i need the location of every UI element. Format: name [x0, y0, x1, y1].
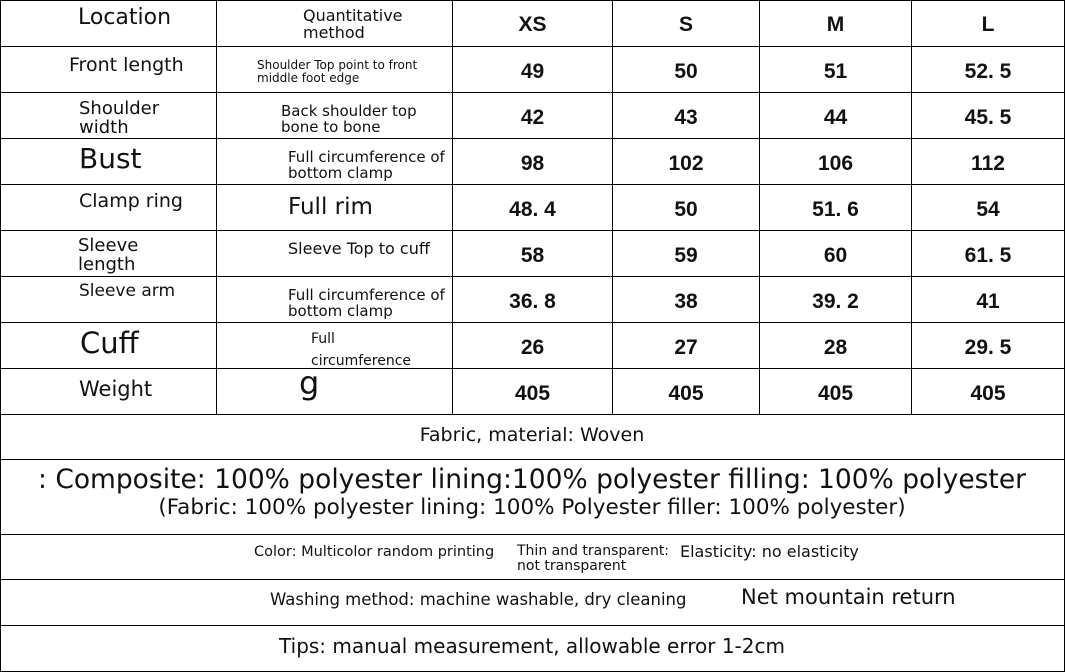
location-label: Sleeve arm — [79, 281, 176, 301]
header-location: Location — [78, 5, 172, 30]
value-m: 44 — [760, 93, 912, 139]
method-label: g — [299, 364, 320, 402]
method-label: Back shoulder top bone to bone — [281, 102, 417, 136]
value-xs: 405 — [453, 369, 613, 415]
value-s: 405 — [613, 369, 760, 415]
method-label: Shoulder Top point to front middle foot edge — [257, 58, 418, 85]
location-label: Sleeve length — [78, 235, 139, 275]
value-m: 51. 6 — [760, 185, 912, 231]
method-label: Sleeve Top to cuff — [288, 239, 430, 258]
tips-row — [0, 626, 1065, 672]
value-xs: 36. 8 — [453, 277, 613, 323]
composite-text: : Composite: 100% polyester lining:100% polyester filling: 100% polyester — [37, 464, 1027, 495]
table-row-method — [217, 139, 453, 185]
value-l: 61. 5 — [912, 231, 1065, 277]
location-label: Clamp ring — [79, 190, 183, 212]
value-m: 39. 2 — [760, 277, 912, 323]
value-s: 38 — [613, 277, 760, 323]
fabric-text: Fabric, material: Woven — [419, 424, 645, 446]
table-row-method — [217, 364, 453, 415]
fabric-row — [0, 415, 1065, 460]
header-s-cell — [613, 0, 760, 47]
value-xs: 26 — [453, 323, 613, 369]
value-xs: 48. 4 — [453, 185, 613, 231]
value-s: 102 — [613, 139, 760, 185]
header-xs-cell — [453, 0, 613, 47]
washing-text: Washing method: machine washable, dry cleaning — [270, 590, 687, 609]
value-s: 50 — [613, 185, 760, 231]
value-l: 45. 5 — [912, 93, 1065, 139]
value-l: 405 — [912, 369, 1065, 415]
location-label: Cuff — [80, 326, 139, 360]
value-m: 51 — [760, 47, 912, 93]
header-method-cell — [217, 0, 453, 47]
table-row-location — [0, 277, 217, 323]
table-row-location — [0, 139, 217, 185]
method-label: Full rim — [288, 194, 373, 220]
table-row-method — [217, 231, 453, 277]
table-row-location — [0, 231, 217, 277]
header-method: Quantitative method — [303, 6, 403, 42]
table-row-method — [217, 323, 453, 369]
value-xs: 42 — [453, 93, 613, 139]
table-row-method — [217, 93, 453, 139]
method-label: Full circumference of bottom clamp — [288, 148, 445, 182]
header-location-cell — [0, 0, 217, 47]
header-s: S — [678, 13, 693, 36]
table-row-location — [0, 369, 217, 415]
value-l: 52. 5 — [912, 47, 1065, 93]
header-l: L — [981, 13, 995, 36]
location-label: Front length — [69, 54, 184, 76]
value-l: 41 — [912, 277, 1065, 323]
value-s: 43 — [613, 93, 760, 139]
properties-row — [0, 535, 1065, 580]
header-l-cell — [912, 0, 1065, 47]
header-xs: XS — [518, 13, 547, 36]
value-m: 405 — [760, 369, 912, 415]
header-m-cell — [760, 0, 912, 47]
color-text: Color: Multicolor random printing — [254, 544, 495, 560]
location-label: Bust — [79, 142, 142, 175]
header-m: M — [826, 13, 845, 36]
value-l: 54 — [912, 185, 1065, 231]
composite-paren-text: (Fabric: 100% polyester lining: 100% Polyester filler: 100% polyester) — [158, 495, 906, 520]
value-m: 60 — [760, 231, 912, 277]
table-row-location — [0, 47, 217, 93]
tips-text: Tips: manual measurement, allowable error 1-2cm — [279, 634, 785, 658]
value-s: 27 — [613, 323, 760, 369]
table-row-method — [217, 277, 453, 323]
value-m: 28 — [760, 323, 912, 369]
composite-row — [0, 460, 1065, 535]
net-text: Net mountain return — [741, 585, 956, 609]
value-l: 112 — [912, 139, 1065, 185]
thin-text: Thin and transparent: not transparent — [517, 543, 670, 574]
value-s: 50 — [613, 47, 760, 93]
method-label: Full circumference — [311, 331, 412, 369]
value-xs: 49 — [453, 47, 613, 93]
table-row-location — [0, 323, 217, 369]
location-label: Shoulder width — [79, 98, 160, 138]
table-row-location — [0, 93, 217, 139]
method-label: Full circumference of bottom clamp — [288, 286, 445, 320]
location-label: Weight — [79, 377, 153, 401]
value-m: 106 — [760, 139, 912, 185]
table-row-method — [217, 185, 453, 231]
value-l: 29. 5 — [912, 323, 1065, 369]
value-xs: 98 — [453, 139, 613, 185]
value-xs: 58 — [453, 231, 613, 277]
value-s: 59 — [613, 231, 760, 277]
table-row-method — [217, 47, 453, 93]
table-row-location — [0, 185, 217, 231]
elasticity-text: Elasticity: no elasticity — [680, 542, 859, 561]
washing-row — [0, 580, 1065, 626]
